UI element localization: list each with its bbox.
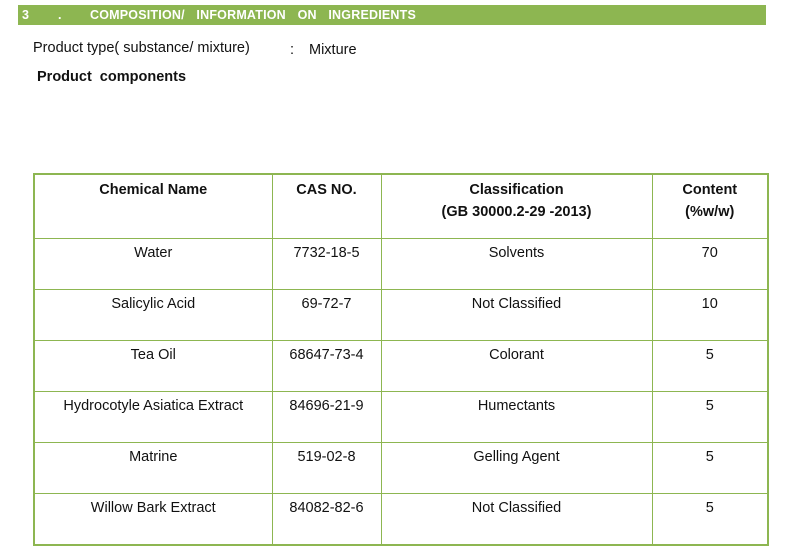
cell-cas-no: 84696-21-9: [272, 392, 381, 443]
header-classification-standard: (GB 30000.2-29 -2013): [441, 204, 592, 220]
cell-classification: Not Classified: [381, 290, 652, 341]
cell-chemical-name: Willow Bark Extract: [34, 494, 272, 546]
section-header-bar: [18, 5, 766, 25]
section-number-dot: .: [58, 8, 62, 22]
table-row: [34, 494, 768, 546]
product-type-colon: :: [290, 42, 295, 58]
table-header-row: [34, 174, 768, 239]
header-content-title: Content: [682, 182, 738, 198]
table-row: [34, 239, 768, 290]
product-type-label: Product type( substance/ mixture): [33, 40, 250, 56]
cell-classification: Gelling Agent: [381, 443, 652, 494]
cell-content: 5: [652, 494, 768, 546]
header-chemical-name: Chemical Name: [34, 174, 272, 239]
header-classification: [381, 174, 652, 239]
table-row: [34, 392, 768, 443]
product-type-value: Mixture: [309, 42, 357, 58]
section-number: 3: [22, 8, 29, 22]
table-row: [34, 443, 768, 494]
cell-cas-no: 7732-18-5: [272, 239, 381, 290]
cell-cas-no: 68647-73-4: [272, 341, 381, 392]
cell-chemical-name: Tea Oil: [34, 341, 272, 392]
cell-chemical-name: Matrine: [34, 443, 272, 494]
components-table: [33, 173, 769, 546]
cell-content: 5: [652, 443, 768, 494]
cell-cas-no: 69-72-7: [272, 290, 381, 341]
cell-content: 10: [652, 290, 768, 341]
cell-classification: Humectants: [381, 392, 652, 443]
section-title: COMPOSITION/ INFORMATION ON INGREDIENTS: [90, 8, 417, 22]
cell-content: 5: [652, 392, 768, 443]
product-components-heading: Product components: [37, 69, 187, 85]
header-cas-no: CAS NO.: [272, 174, 381, 239]
header-content: [652, 174, 768, 239]
table-row: [34, 341, 768, 392]
cell-chemical-name: Salicylic Acid: [34, 290, 272, 341]
cell-chemical-name: Hydrocotyle Asiatica Extract: [34, 392, 272, 443]
cell-cas-no: 519-02-8: [272, 443, 381, 494]
cell-chemical-name: Water: [34, 239, 272, 290]
table-row: [34, 290, 768, 341]
cell-content: 5: [652, 341, 768, 392]
cell-cas-no: 84082-82-6: [272, 494, 381, 546]
cell-classification: Not Classified: [381, 494, 652, 546]
header-classification-title: Classification: [469, 182, 564, 198]
cell-classification: Colorant: [381, 341, 652, 392]
cell-content: 70: [652, 239, 768, 290]
header-content-unit: (%w/w): [685, 204, 735, 220]
cell-classification: Solvents: [381, 239, 652, 290]
